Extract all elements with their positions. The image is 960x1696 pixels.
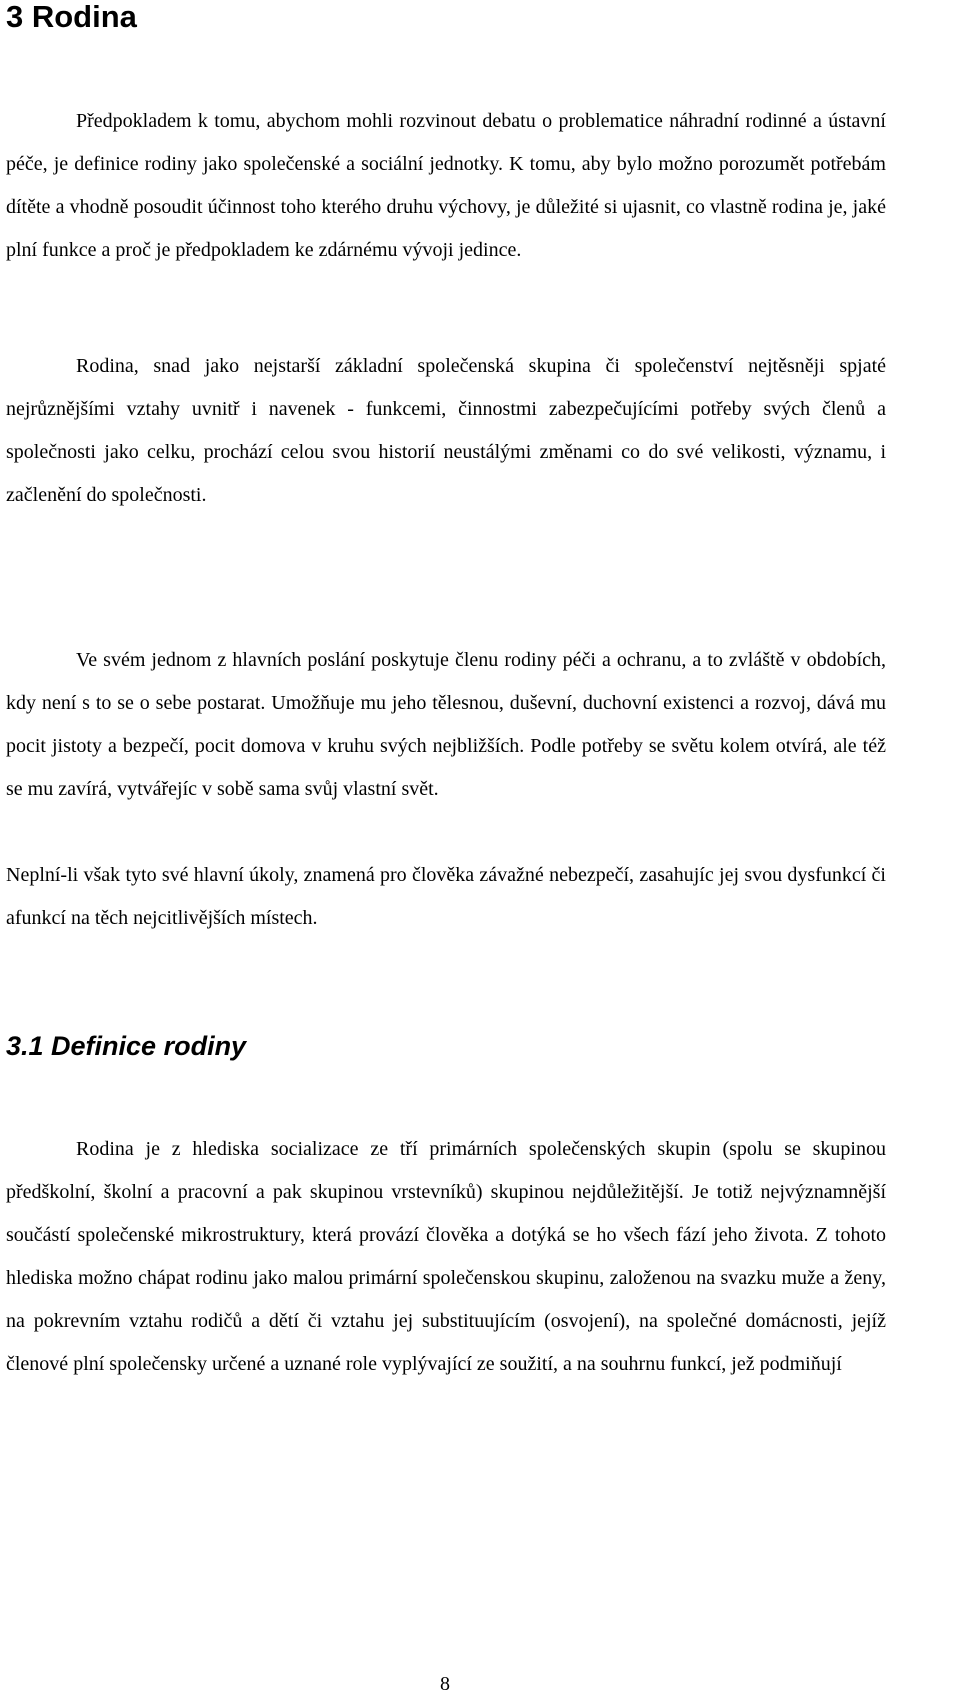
paragraph-history: Rodina, snad jako nejstarší základní společenská skupina či společenství nejtěsněji spjaté nejrůznějšími vztahy uvnitř i navenek - funkcemi, činnostmi zabezpečujícími potřeby svých členů a společnosti jako celku, prochází celou svou historií neustálými změnami co do své velikosti, významu, i začlenění do společnosti. [6,355,886,506]
page-number: 8 [440,1673,450,1695]
chapter-heading: 3 Rodina [6,0,137,34]
paragraph-dysfunction: Neplní-li však tyto své hlavní úkoly, znamená pro člověka závažné nebezpečí, zasahujíc jej svou dysfunkcí či afunkcí na těch nejcitlivějších místech. [6,864,886,929]
section-heading: 3.1 Definice rodiny [6,1031,247,1061]
paragraph-care: Ve svém jednom z hlavních poslání poskytuje členu rodiny péči a ochranu, a to zvláště v obdobích, kdy není s to se o sebe postarat. Umožňuje mu jeho tělesnou, duševní, duchovní existenci a rozvoj, dává mu pocit jistoty a bezpečí, pocit domova v kruhu svých nejbližších. Podle potřeby se světu kolem otvírá, ale též se mu zavírá, vytvářejíc v sobě sama svůj vlastní svět. [6,649,886,800]
paragraph-intro: Předpokladem k tomu, abychom mohli rozvinout debatu o problematice náhradní rodinné a ústavní péče, je definice rodiny jako společenské a sociální jednotky. K tomu, aby bylo možno porozumět potřebám dítěte a vhodně posoudit účinnost toho kterého druhu výchovy, je důležité si ujasnit, co vlastně rodina je, jaké plní funkce a proč je předpokladem ke zdárnému vývoji jedince. [6,110,886,261]
paragraph-definition: Rodina je z hlediska socializace ze tří primárních společenských skupin (spolu se skupinou předškolní, školní a pracovní a pak skupinou vrstevníků) skupinou nejdůležitější. Je totiž nejvýznamnější součástí společenské mikrostruktury, která provází člověka a dotýká se ho všech fází jeho života. Z tohoto hlediska možno chápat rodinu jako malou primární společenskou skupinu, založenou na svazku muže a ženy, na pokrevním vztahu rodičů a dětí či vztahu jej substituujícím (osvojení), na společné domácnosti, jejíž členové plní společensky určené a uznané role vyplývající ze soužití, a na souhrnu funkcí, jež podmiňují [6,1138,886,1375]
